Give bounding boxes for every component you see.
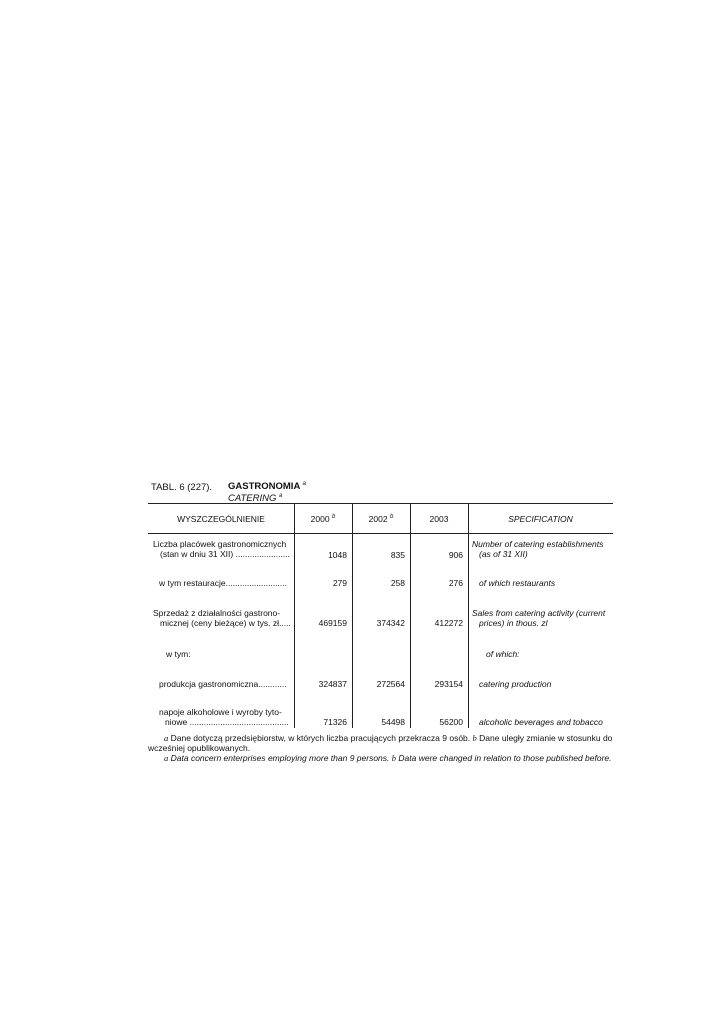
- column-divider: [410, 503, 411, 728]
- cell-2002: 835: [390, 550, 405, 560]
- footnote-mark-b: b: [331, 514, 336, 521]
- title-en-text: CATERING: [228, 493, 277, 504]
- footnote-polish: [148, 733, 618, 743]
- cell-2000: 71326: [323, 717, 347, 727]
- footnote-polish-continued: wcześniej opublikowanych.: [148, 743, 251, 753]
- cell-2003: 293154: [434, 679, 463, 689]
- footnote-en-b: Data were changed in relation to those published before.: [398, 753, 612, 763]
- row-label-line2: niowe ..........................................: [165, 717, 289, 727]
- footnote-en-a: Data concern enterprises employing more than 9 persons.: [170, 753, 390, 763]
- row-label-line1: w tym:: [166, 649, 191, 659]
- row-english-line1: Number of catering establishments: [472, 539, 604, 549]
- cell-2003: 906: [448, 550, 463, 560]
- cell-2002: 374342: [376, 618, 405, 628]
- header-specification-en: SPECIFICATION: [508, 514, 573, 524]
- row-english-line1: catering production: [479, 679, 552, 689]
- cell-2000: 279: [332, 578, 347, 588]
- row-label-line1: w tym restauracje..........................: [159, 578, 288, 588]
- row-english-line1: of which restaurants: [479, 578, 556, 588]
- footnote-mark-a: a: [302, 480, 306, 487]
- header-year-2002-text: 2002: [368, 514, 388, 524]
- row-english-line2: prices) in thous. zl: [479, 618, 548, 628]
- footnote-mark-a: a: [279, 492, 283, 499]
- footnote-mark-a: a: [164, 733, 169, 743]
- footnote-english: [148, 753, 618, 763]
- cell-2000: 1048: [328, 550, 347, 560]
- row-english-line1: alcoholic beverages and tobacco: [479, 717, 603, 727]
- cell-2000: 469159: [318, 618, 347, 628]
- footnote-mark-b: b: [389, 514, 394, 521]
- row-label-line1: napoje alkoholowe i wyroby tyto-: [159, 707, 282, 717]
- row-label-line2: (stan w dniu 31 XII) .......................: [160, 549, 290, 559]
- cell-2002: 258: [390, 578, 405, 588]
- table-top-border: [148, 503, 613, 504]
- header-year-2003: 2003: [429, 514, 449, 524]
- row-label-line1: Liczba placówek gastronomicznych: [153, 539, 287, 549]
- header-specification-pl: WYSZCZEGÓLNIENIE: [177, 514, 265, 524]
- footnote-mark-a: a: [164, 753, 169, 763]
- footnote-pl-b: Dane uległy zmianie w stosunku do: [479, 733, 613, 743]
- header-year-2000: [294, 514, 352, 524]
- row-label-line1: produkcja gastronomiczna............: [159, 679, 287, 689]
- catering-table: [148, 503, 613, 728]
- header-year-2000-text: 2000: [310, 514, 330, 524]
- cell-2003: 412272: [434, 618, 463, 628]
- row-english-line1: Sales from catering activity (current: [472, 608, 606, 618]
- cell-2000: 324837: [318, 679, 347, 689]
- cell-2003: 276: [448, 578, 463, 588]
- table-number: TABL. 6 (227).: [151, 482, 213, 493]
- footnote-pl-a: Dane dotyczą przedsiębiorstw, w których liczba pracujących przekracza 9 osób.: [170, 733, 471, 743]
- row-label-line2: micznej (ceny bieżące) w tys. zł.....: [160, 618, 291, 628]
- footnote-mark-b: b: [391, 753, 397, 763]
- column-divider: [294, 503, 295, 728]
- cell-2003: 56200: [439, 717, 463, 727]
- footnote-mark-b: b: [472, 733, 477, 743]
- column-divider: [468, 503, 469, 728]
- cell-2002: 272564: [376, 679, 405, 689]
- column-divider: [352, 503, 353, 728]
- cell-2002: 54498: [381, 717, 405, 727]
- header-year-2002: [352, 514, 410, 524]
- table-title-polish: [228, 481, 306, 492]
- row-label-line1: Sprzedaż z działalności gastrono-: [153, 608, 281, 618]
- row-english-line1: of which:: [486, 649, 520, 659]
- row-english-line2: (as of 31 XII): [479, 549, 528, 559]
- title-pl-text: GASTRONOMIA: [228, 481, 300, 492]
- header-bottom-border: [148, 533, 613, 534]
